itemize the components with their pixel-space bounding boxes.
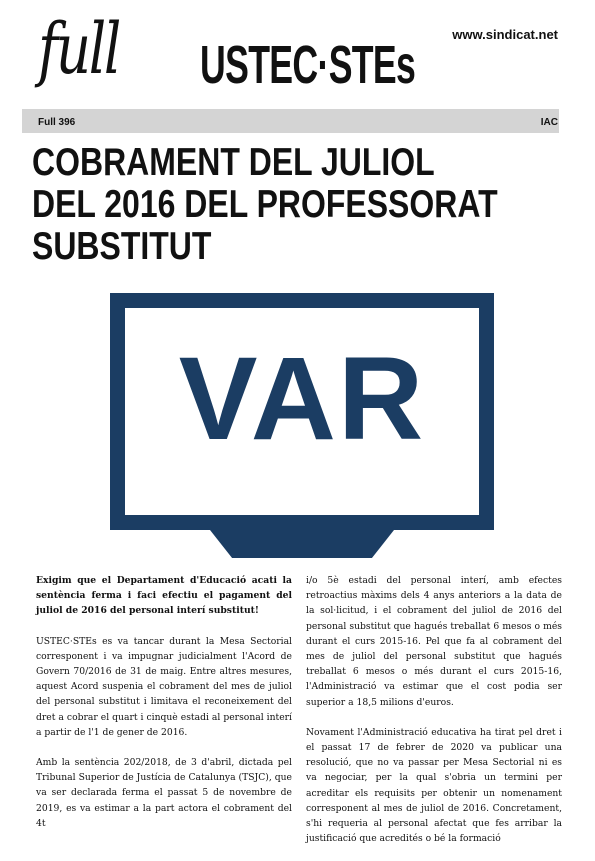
section-label: IAC bbox=[540, 117, 558, 128]
tv-stand bbox=[210, 530, 394, 558]
title-line-1: COBRAMENT DEL JULIOL bbox=[32, 141, 435, 184]
paragraph: Novament l'Administració educativa ha tirat pel dret i el passat 17 de febrer de 2020 va publicar una resolució, que no va passar per Mesa Sectorial ni es va negociar, per la qual s'obria un termini per acreditar els requisits per obtenir un nomenament corresponent al mes de juliol de 2016. Concretament, s'hi requeria al personal afectat que fes arribar la justificació que acredités o bé la formació bbox=[306, 726, 562, 845]
paragraph: USTEC·STEs es va tancar durant la Mesa Sectorial corresponent i va impugnar judicialment l'Acord de Govern 70/2016 de 31 de maig. Entre altres mesures, aquest Acord suspenia el cobrament del mes de juliol del personal substitut i limitava el reconeixement del dret a cobrar el quart i cinquè estadi al personal interí a partir de l'1 de gener de 2016. bbox=[36, 635, 292, 738]
masthead bbox=[0, 0, 595, 118]
website-link[interactable]: www.sindicat.net bbox=[452, 27, 558, 42]
title-line-3: SUBSTITUT bbox=[32, 225, 212, 268]
issue-number: Full 396 bbox=[38, 117, 76, 128]
lead-paragraph: Exigim que el Departament d'Educació acati la sentència ferma i faci efectiu el pagament del juliol de 2016 del personal interí substitut! bbox=[36, 575, 292, 617]
logo-full: full bbox=[38, 8, 119, 90]
var-text: VAR bbox=[178, 333, 426, 465]
tv-screen-frame bbox=[110, 293, 494, 530]
issue-bar bbox=[22, 109, 559, 133]
title-line-2: DEL 2016 DEL PROFESSORAT bbox=[32, 183, 498, 226]
article-column-right bbox=[306, 573, 562, 861]
article-column-left bbox=[36, 573, 292, 846]
page-title bbox=[32, 141, 498, 268]
logo-ustec-stes: USTEC·STEs bbox=[200, 35, 416, 95]
paragraph: i/o 5è estadi del personal interí, amb efectes retroactius màxims dels 4 anys anteriors a la data de la sol·licitud, i el cobrament del juliol de 2016 del personal substitut que hagués treballat 6 mesos o més durant el curs 2015-16. Pel que fa al cobrament del mes de juliol del personal substitut que hagués treballat 6 mesos o més durant el curs 2015-16, l'Administració va estimar que el cost podia ser superior a 18,5 milions d'euros. bbox=[306, 575, 562, 708]
tv-screen-icon bbox=[110, 293, 494, 561]
paragraph: Amb la sentència 202/2018, de 3 d'abril, dictada pel Tribunal Superior de Justícia de Catalunya (TSJC), que va ser declarada ferma el passat 5 de novembre de 2019, es va estimar a la part actora el cobrament del 4t bbox=[36, 757, 292, 829]
